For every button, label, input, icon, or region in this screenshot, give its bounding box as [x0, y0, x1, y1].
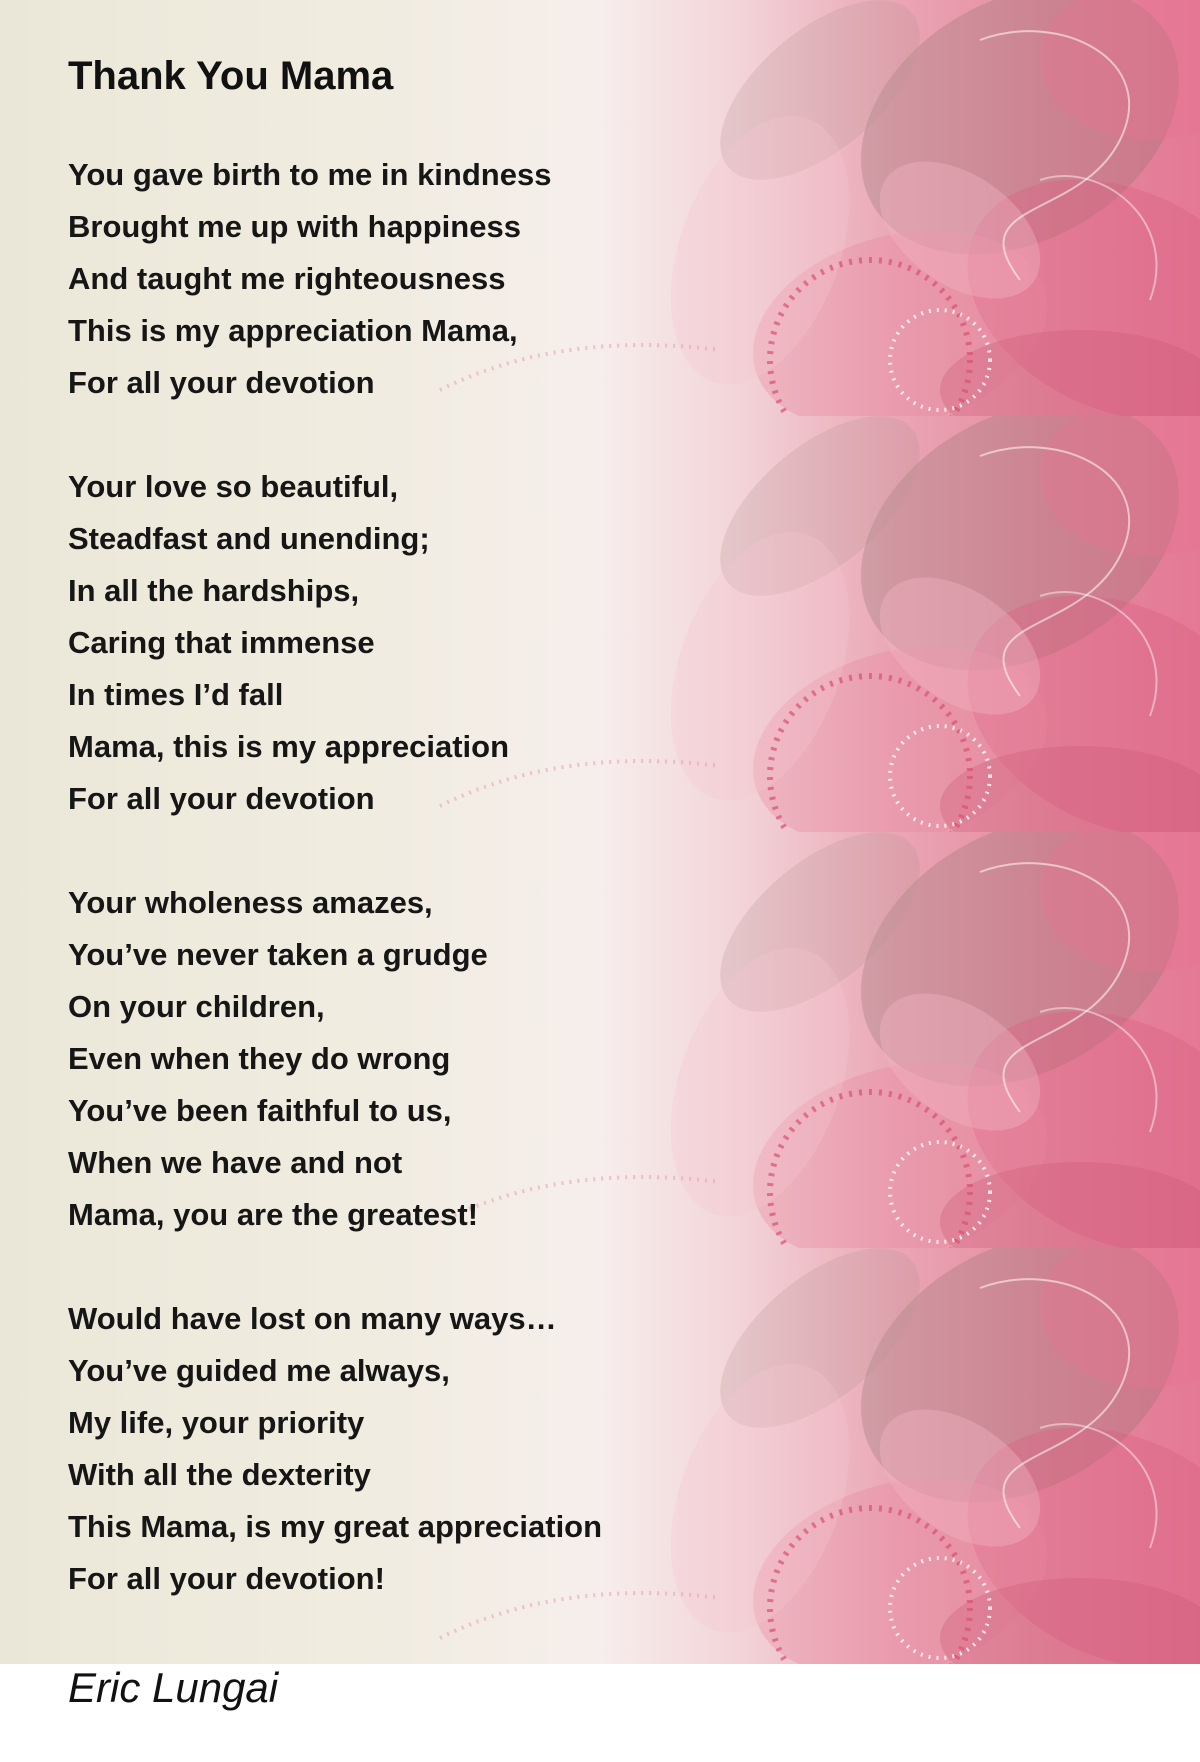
poem-line: Brought me up with happiness [68, 209, 521, 244]
poem-line: In times I’d fall [68, 677, 284, 712]
poem-line: For all your devotion [68, 781, 375, 816]
poem-line: Even when they do wrong [68, 1041, 451, 1076]
poem-line: You’ve guided me always, [68, 1353, 450, 1388]
stanza-1 [68, 149, 551, 409]
poem-line: And taught me righteousness [68, 261, 506, 296]
poem-line: Steadfast and unending; [68, 521, 430, 556]
poem-line: You gave birth to me in kindness [68, 157, 552, 192]
poem-line: In all the hardships, [68, 573, 360, 608]
poem-line: Mama, this is my appreciation [68, 729, 510, 764]
poem-line: When we have and not [68, 1145, 403, 1180]
poem-line: My life, your priority [68, 1405, 365, 1440]
poem-line: For all your devotion [68, 365, 375, 400]
poem-author: Eric Lungai [68, 1664, 279, 1711]
poem-line: With all the dexterity [68, 1457, 371, 1492]
poem-line: Would have lost on many ways… [68, 1301, 557, 1336]
poem-line: Mama, you are the greatest! [68, 1197, 479, 1232]
stanza-2 [68, 461, 509, 825]
poem-line: Your wholeness amazes, [68, 885, 433, 920]
stanza-3 [68, 877, 488, 1241]
poem-line: You’ve never taken a grudge [68, 937, 488, 972]
poem-line: You’ve been faithful to us, [68, 1093, 452, 1128]
poem-line: Caring that immense [68, 625, 375, 660]
poem-line: On your children, [68, 989, 325, 1024]
poem-line: Your love so beautiful, [68, 469, 399, 504]
stanza-4 [68, 1293, 602, 1605]
poem-title: Thank You Mama [68, 54, 394, 98]
poem-line: This is my appreciation Mama, [68, 313, 518, 348]
poem-line: This Mama, is my great appreciation [68, 1509, 603, 1544]
poem-line: For all your devotion! [68, 1561, 385, 1596]
